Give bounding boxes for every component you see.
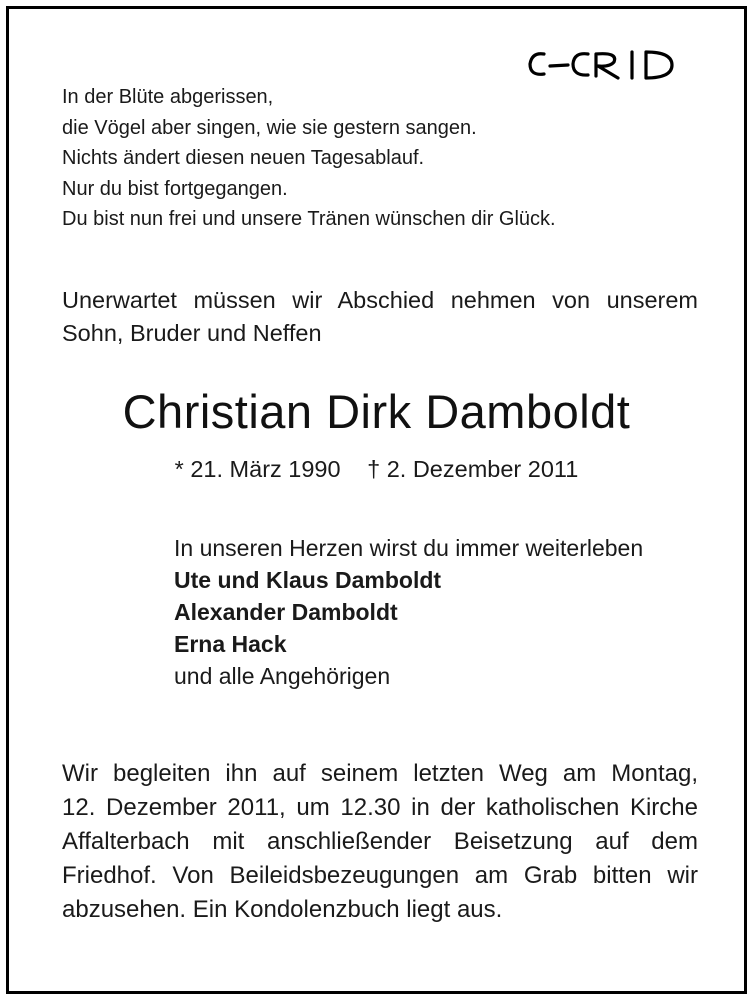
poem-line: die Vögel aber singen, wie sie gestern sangen. <box>62 116 477 139</box>
closing-line: Wir begleiten ihn auf seinem letzten Weg am Montag, <box>62 760 698 787</box>
funeral-details <box>62 757 698 927</box>
mourner-name: Ute und Klaus Damboldt <box>174 567 442 593</box>
closing-line: Friedhof. Von Beileidsbezeugungen am Grab bitten wir <box>62 862 698 889</box>
other-relatives: und alle Angehörigen <box>174 663 391 689</box>
poem <box>62 82 556 235</box>
mourner-name: Alexander Damboldt <box>174 599 398 625</box>
closing-line: Affalterbach mit anschließender Beisetzung auf dem <box>62 828 698 855</box>
life-dates <box>0 456 753 483</box>
birth-date: * 21. März 1990 <box>174 456 341 482</box>
closing-line: abzusehen. Ein Kondolenzbuch liegt aus. <box>62 896 503 923</box>
death-date: † 2. Dezember 2011 <box>367 456 579 482</box>
intro-line: Unerwartet müssen wir Abschied nehmen von unserem <box>62 287 698 313</box>
poem-line: Nichts ändert diesen neuen Tagesablauf. <box>62 147 425 169</box>
mourner-name: Erna Hack <box>174 631 287 657</box>
deceased-name: Christian Dirk Damboldt <box>122 385 631 438</box>
poem-line: In der Blüte abgerissen, <box>62 86 274 108</box>
intro-text <box>62 284 698 350</box>
closing-line: 12. Dezember 2011, um 12.30 in der katholischen Kirche <box>62 794 698 821</box>
poem-line: Nur du bist fortgegangen. <box>62 177 288 200</box>
intro-line: Sohn, Bruder und Neffen <box>62 320 322 346</box>
remembrance-phrase: In unseren Herzen wirst du immer weiterleben <box>174 535 644 561</box>
poem-line: Du bist nun frei und unsere Tränen wünschen dir Glück. <box>62 208 556 230</box>
family-block <box>174 532 643 692</box>
